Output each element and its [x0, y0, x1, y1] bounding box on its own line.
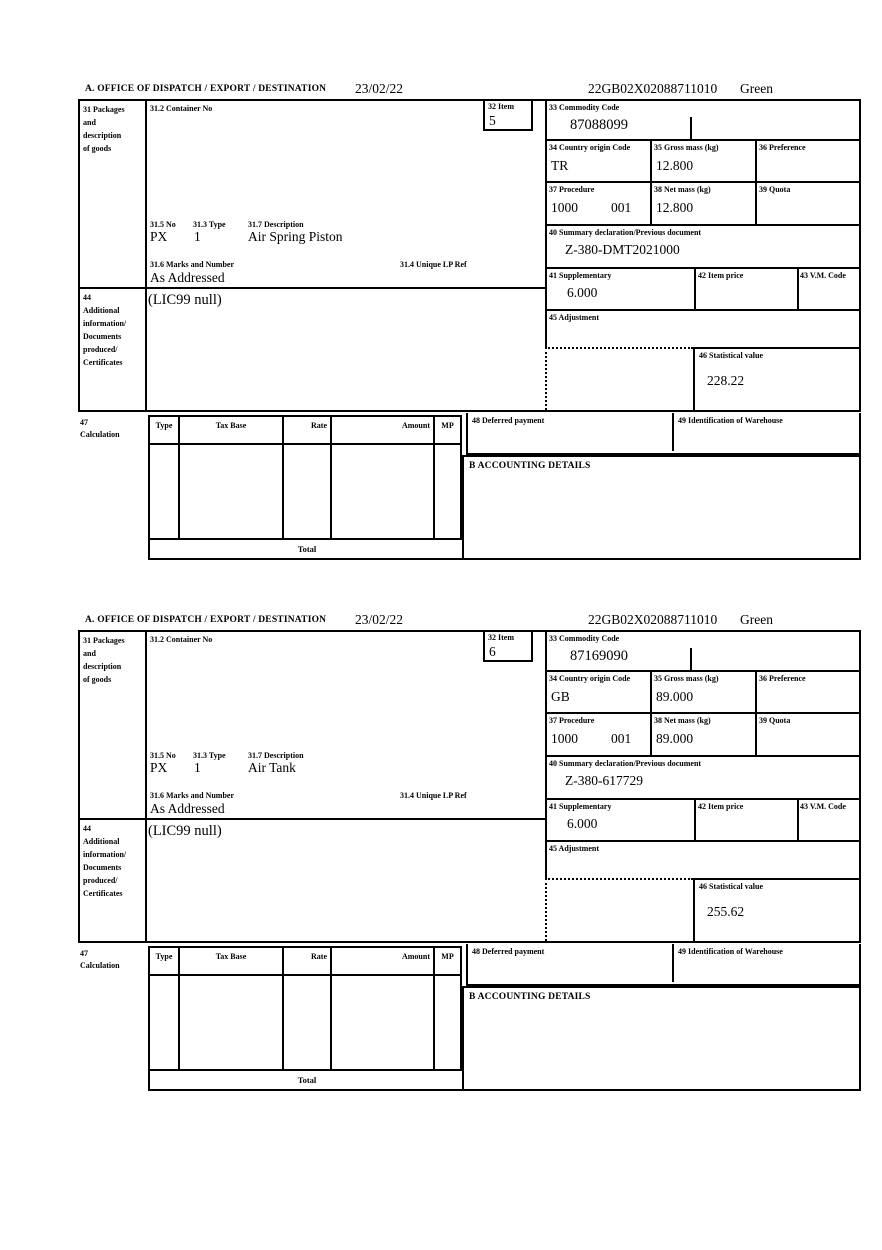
label-line: 31 Packages — [83, 636, 125, 645]
box35-label: 35 Gross mass (kg) — [654, 143, 719, 152]
commodity-code: 87088099 — [570, 117, 628, 133]
routing-indicator: Green — [740, 612, 773, 627]
box40-label: 40 Summary declaration/Previous document — [549, 759, 702, 768]
calc-header-underline — [150, 443, 460, 445]
dotted-divider-vertical — [545, 347, 547, 410]
box38-label: 38 Net mass (kg) — [654, 716, 711, 725]
box36-label: 36 Preference — [759, 674, 806, 683]
label-line: description — [83, 662, 122, 671]
calc-header-underline — [150, 974, 460, 976]
box31-4-label: 31.4 Unique LP Ref — [400, 791, 467, 800]
package-type: 1 — [194, 229, 201, 244]
label-line: information/ — [83, 850, 127, 859]
box44-label — [83, 822, 126, 900]
box37-label: 37 Procedure — [549, 185, 595, 194]
procedure-code: 1000 — [551, 200, 578, 215]
box48-label: 48 Deferred payment — [472, 416, 545, 425]
label-line: Documents — [83, 863, 122, 872]
calc-header-tax-base: Tax Base — [215, 421, 247, 430]
box33-label: 33 Commodity Code — [549, 634, 620, 643]
dotted-divider-vertical — [545, 878, 547, 941]
box42-label: 42 Item price — [698, 802, 744, 811]
label-line: Calculation — [80, 961, 120, 970]
calc-col-divider-amount — [433, 417, 435, 538]
box38-39-divider — [755, 183, 757, 224]
box44-top-divider — [80, 287, 547, 289]
package-code: PX — [150, 760, 168, 775]
mrn-number: 22GB02X02088711010 — [588, 81, 718, 96]
item-number: 5 — [489, 113, 496, 128]
gross-mass: 89.000 — [656, 689, 694, 704]
statistical-value: 228.22 — [707, 373, 745, 388]
commodity-code: 87169090 — [570, 648, 628, 664]
box48-49-divider — [672, 944, 674, 982]
label-line: information/ — [83, 319, 127, 328]
label-line: of goods — [83, 144, 112, 153]
box38-label: 38 Net mass (kg) — [654, 185, 711, 194]
item-detail-frame — [78, 630, 861, 943]
previous-document: Z-380-617729 — [565, 773, 643, 788]
box37-label: 37 Procedure — [549, 716, 595, 725]
item-number: 6 — [489, 644, 496, 659]
box31-4-label: 31.4 Unique LP Ref — [400, 260, 467, 269]
calc-header-amount: Amount — [401, 421, 430, 430]
total-row — [148, 1071, 861, 1091]
label-line: and — [83, 118, 96, 127]
box37-38-divider — [650, 714, 652, 755]
gross-mass: 12.800 — [656, 158, 694, 173]
box47-label — [80, 417, 120, 441]
box40-label: 40 Summary declaration/Previous document — [549, 228, 702, 237]
label-line: Certificates — [83, 889, 123, 898]
box43-label: 43 V.M. Code — [800, 802, 846, 811]
goods-description: Air Tank — [248, 760, 296, 775]
calc-header-rate: Rate — [311, 952, 327, 961]
label-line: Documents — [83, 332, 122, 341]
previous-document: Z-380-DMT2021000 — [565, 242, 680, 257]
calc-header-rate: Rate — [311, 421, 327, 430]
routing-indicator: Green — [740, 81, 773, 96]
box31-2-label: 31.2 Container No — [150, 104, 213, 113]
total-label: Total — [297, 1075, 317, 1085]
box44-label — [83, 291, 126, 369]
box49-label: 49 Identification of Warehouse — [678, 416, 783, 425]
box35-label: 35 Gross mass (kg) — [654, 674, 719, 683]
office-of-dispatch-heading: A. OFFICE OF DISPATCH / EXPORT / DESTINATION — [85, 84, 327, 94]
box34-35-divider — [650, 141, 652, 181]
label-column-divider — [145, 101, 147, 410]
box33-label: 33 Commodity Code — [549, 103, 620, 112]
box45-label: 45 Adjustment — [549, 844, 600, 853]
box39-label: 39 Quota — [759, 185, 791, 194]
declaration-date: 23/02/22 — [355, 612, 404, 627]
net-mass: 89.000 — [656, 731, 694, 746]
accounting-details-label: B ACCOUNTING DETAILS — [469, 461, 591, 471]
box46-label: 46 Statistical value — [699, 351, 763, 360]
box33-subdivider — [690, 648, 692, 670]
box31-2-label: 31.2 Container No — [150, 635, 213, 644]
box48-label: 48 Deferred payment — [472, 947, 545, 956]
box34-row-bottom-line — [545, 181, 859, 183]
box31-label — [83, 103, 125, 155]
declaration-item-section — [0, 611, 882, 1091]
box32-label: 32 Item — [488, 102, 514, 111]
label-line: 44 — [83, 293, 91, 302]
marks-and-number: As Addressed — [150, 270, 225, 285]
box41-row-bottom-line — [545, 840, 859, 842]
box31-label — [83, 634, 125, 686]
calc-col-divider-amount — [433, 948, 435, 1069]
box34-35-divider — [650, 672, 652, 712]
box39-label: 39 Quota — [759, 716, 791, 725]
marks-and-number: As Addressed — [150, 801, 225, 816]
calc-col-divider-taxbase — [282, 417, 284, 538]
item-detail-frame — [78, 99, 861, 412]
label-line: 47 — [80, 949, 88, 958]
box34-row-bottom-line — [545, 712, 859, 714]
box41-row-bottom-line — [545, 309, 859, 311]
calc-header-mp: MP — [441, 952, 454, 961]
label-line: 44 — [83, 824, 91, 833]
mrn-number: 22GB02X02088711010 — [588, 612, 718, 627]
calc-col-divider-rate — [330, 417, 332, 538]
label-line: 47 — [80, 418, 88, 427]
box44-top-divider — [80, 818, 547, 820]
procedure-code: 1000 — [551, 731, 578, 746]
supplementary-units: 6.000 — [567, 816, 598, 831]
box31-6-label: 31.6 Marks and Number — [150, 791, 235, 800]
box46-label: 46 Statistical value — [699, 882, 763, 891]
box33-bottom-line — [545, 670, 859, 672]
additional-information: (LIC99 null) — [148, 823, 222, 839]
supplementary-units: 6.000 — [567, 285, 598, 300]
calc-col-divider-type — [178, 417, 180, 538]
label-line: Additional — [83, 306, 120, 315]
label-line: of goods — [83, 675, 112, 684]
label-line: produced/ — [83, 345, 118, 354]
label-column-divider — [145, 632, 147, 941]
box31-3-label: 31.3 Type — [193, 751, 226, 760]
box33-subdivider — [690, 117, 692, 139]
declaration-item-section — [0, 80, 882, 560]
box41-label: 41 Supplementary — [549, 802, 612, 811]
calc-col-divider-taxbase — [282, 948, 284, 1069]
label-line: 31 Packages — [83, 105, 125, 114]
box46-statistical-value-box — [693, 347, 859, 410]
calculation-table — [148, 946, 462, 1071]
box42-43-divider — [797, 800, 799, 840]
box41-42-divider — [694, 269, 696, 309]
calc-header-type: Type — [155, 952, 173, 961]
box49-label: 49 Identification of Warehouse — [678, 947, 783, 956]
box37-row-bottom-line — [545, 755, 859, 757]
box38-39-divider — [755, 714, 757, 755]
net-mass: 12.800 — [656, 200, 694, 215]
box37-38-divider — [650, 183, 652, 224]
box40-bottom-line — [545, 798, 859, 800]
accounting-details-label: B ACCOUNTING DETAILS — [469, 992, 591, 1002]
box47-label — [80, 948, 120, 972]
calculation-table — [148, 415, 462, 540]
box31-6-label: 31.6 Marks and Number — [150, 260, 235, 269]
calc-header-tax-base: Tax Base — [215, 952, 247, 961]
total-label: Total — [297, 544, 317, 554]
procedure-code-ext: 001 — [611, 200, 632, 215]
box41-42-divider — [694, 800, 696, 840]
calc-col-divider-type — [178, 948, 180, 1069]
box32-label: 32 Item — [488, 633, 514, 642]
label-line: Additional — [83, 837, 120, 846]
calc-header-amount: Amount — [401, 952, 430, 961]
dotted-divider-horizontal — [545, 878, 693, 880]
country-origin-code: TR — [551, 158, 569, 173]
box43-label: 43 V.M. Code — [800, 271, 846, 280]
goods-description: Air Spring Piston — [248, 229, 343, 244]
calc-col-divider-rate — [330, 948, 332, 1069]
box46-statistical-value-box — [693, 878, 859, 941]
deferred-payment-row — [466, 944, 861, 986]
procedure-code-ext: 001 — [611, 731, 632, 746]
box42-43-divider — [797, 269, 799, 309]
box32-item-box — [483, 632, 533, 662]
box45-label: 45 Adjustment — [549, 313, 600, 322]
box34-label: 34 Country origin Code — [549, 143, 631, 152]
label-line: and — [83, 649, 96, 658]
box31-5-label: 31.5 No — [150, 220, 176, 229]
label-line: Certificates — [83, 358, 123, 367]
statistical-value: 255.62 — [707, 904, 745, 919]
declaration-date: 23/02/22 — [355, 81, 404, 96]
box34-label: 34 Country origin Code — [549, 674, 631, 683]
box41-label: 41 Supplementary — [549, 271, 612, 280]
deferred-payment-row — [466, 413, 861, 455]
box40-bottom-line — [545, 267, 859, 269]
box36-label: 36 Preference — [759, 143, 806, 152]
total-row — [148, 540, 861, 560]
box35-36-divider — [755, 141, 757, 181]
country-origin-code: GB — [551, 689, 570, 704]
package-type: 1 — [194, 760, 201, 775]
box31-7-label: 31.7 Description — [248, 220, 304, 229]
box31-5-label: 31.5 No — [150, 751, 176, 760]
box31-3-label: 31.3 Type — [193, 220, 226, 229]
label-line: produced/ — [83, 876, 118, 885]
box33-bottom-line — [545, 139, 859, 141]
label-line: Calculation — [80, 430, 120, 439]
box31-7-label: 31.7 Description — [248, 751, 304, 760]
box42-label: 42 Item price — [698, 271, 744, 280]
box37-row-bottom-line — [545, 224, 859, 226]
office-of-dispatch-heading: A. OFFICE OF DISPATCH / EXPORT / DESTINATION — [85, 615, 327, 625]
calc-header-type: Type — [155, 421, 173, 430]
box32-item-box — [483, 101, 533, 131]
label-line: description — [83, 131, 122, 140]
dotted-divider-horizontal — [545, 347, 693, 349]
additional-information: (LIC99 null) — [148, 292, 222, 308]
box35-36-divider — [755, 672, 757, 712]
box48-49-divider — [672, 413, 674, 451]
calc-header-mp: MP — [441, 421, 454, 430]
package-code: PX — [150, 229, 168, 244]
